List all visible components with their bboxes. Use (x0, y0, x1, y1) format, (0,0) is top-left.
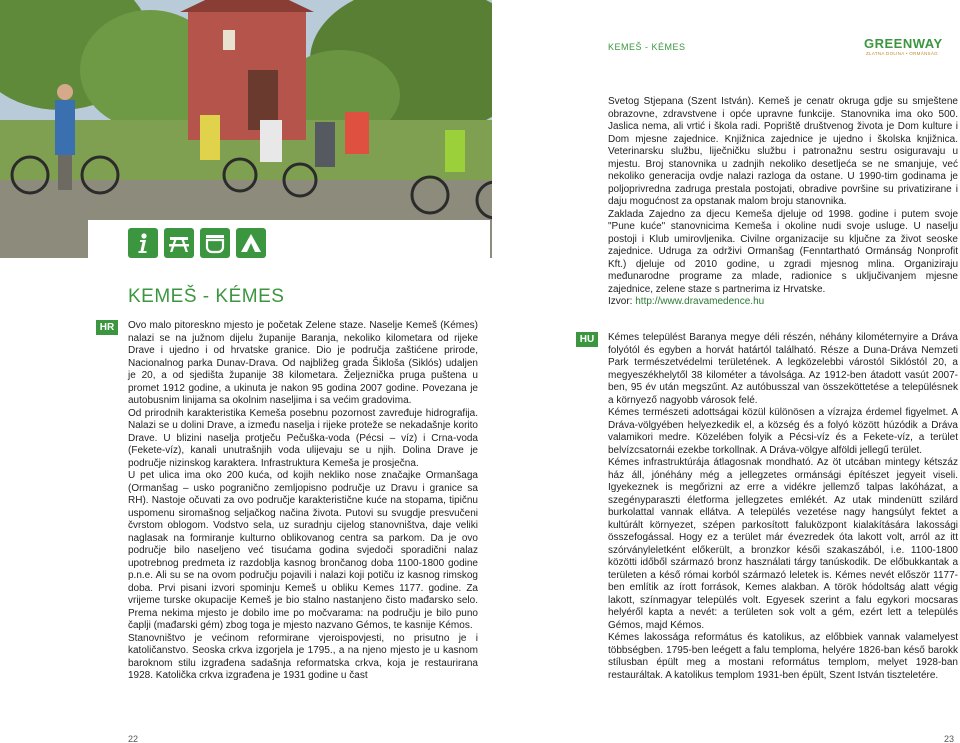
hr-paragraph: Svetog Stjepana (Szent István). Kemeš je cenatr okruga gdje su smještene obrazovne, zdravstvene i opće upravne funkcije. Stanovnika ima oko 500. Jaslica nema, ali vrtić i škola radi. Popriště društvenog života je Dom kulture i Dom mjesne zajednice. Knjižnica zajednice je ujedno i školska knjižnica. Veterinarsku službu, liječničku službu i patronažnu sestru osiguravaju u mjestu. Broj stanovnika u zadnjih nekoliko desetljeća se ne smanjuje, već nekoliko generacija ovdje nalazi razloga da ostane. U 1990-tim godinama je poljoprivredna zadruga prestala postojati, obradive površine su privatizirane i daju mogućnost za opstanak malom broju stanovnika. (608, 96, 958, 207)
page-number-right: 23 (944, 734, 955, 743)
page-number-left: 22 (128, 734, 139, 743)
logo-subtitle: ZLATNA DOLINA • ORMÁNSÁG (866, 51, 938, 56)
logo-wordmark: GREENWAY (864, 36, 943, 51)
hu-paragraph: Kémes természeti adottságai közül különösen a vízrajza érdemel figyelmet. A Dráva-völgyében helyezkedik el, a község és a folyó között húzódik a Dráva valamikori medre. Közelében folyik a Pécsi-víz és a Fekete-víz, a terület belvízcsatornái ezekbe torkollnak. A Dráva-völgye alföldi jellegű terület. (608, 407, 958, 456)
tent-icon (236, 228, 266, 258)
section-title: KEMEŠ - KÉMES (128, 286, 285, 307)
source-label: Izvor: (608, 296, 636, 307)
hr-continued-text-block (608, 96, 958, 309)
source-line (608, 296, 958, 309)
hr-language-badge: HR (96, 320, 118, 335)
info-icon (128, 228, 158, 258)
header-label: KEMEŠ - KÉMES (608, 42, 686, 52)
hr-paragraph: Od prirodnih karakteristika Kemeša posebnu pozornost zavređuje hidrografija. Nalazi se u dolini Drave, a između naselja i rijeke proteže se nekadašnje korito Drave. U blizini naselja protječu Pečuška-voda (Pécsi – víz) i Crna-voda (Fekete-víz), kanali unutrašnjih voda ulijevaju se u njih. Dolina Drave je područje nizinskog karaktera. Infrastruktura Kemeša je prosječna. (128, 407, 478, 469)
facility-icons (88, 220, 490, 262)
hr-paragraph: U pet ulica ima oko 200 kuća, od kojih nekliko nose značajke Ormanšaga (Ormanšag – usko pogranično zemljopisno područje uz Dravu i granice sa RH). Nastoje očuvati za ovo područje karakteristične kuće na stopama, tipičnu uspomenu siromašnog seljačkog načina života. Putovi su svugdje presvučeni čvrstom oblogom. Vodstvo sela, uz suradnju cijelog stanovništva, daje veliki naglasak na formiranje kulturno oblikovanog centra sa parkom. Da je ovo područje bilo naseljeno već tisućama godina svjedoči sporadični nalaz upotrebnog predmeta iz razdoblja kasnog brončanog doba 1100-1800 godine p.n.e. Ali su se na ovom području pojavili i nalazi koji potiču iz kasnog rimskog doba. Prvi pisani izvori spominju Kemeš u obliku Kemes 1177. godine. Za vrijeme turske okupacije Kemeš je bio stalno nastanjeno čisto mađarsko selo. Prema nekima mjesto je dobilo ime po močvarama: na području je bilo puno čaplji (mađarski gém) zbog toga je mjesto nazvano Gémos, te kasnije Kémos. (128, 470, 478, 631)
source-link[interactable]: http://www.dravamedence.hu (635, 296, 765, 307)
hr-paragraph: Stanovništvo je većinom reformirane vjeroispovjesti, no prisutno je i katoličanstvo. Seoska crkva izgorjela je 1795., a na njeno mjesto je u kasnom baroknom stilu izgrađena sadašnja reformatska crkva, koja je restaurirana 1928. Katolička crkva izgrađena je 1931 godine u čast (128, 632, 478, 681)
hu-paragraph: Kémes lakossága református és katolikus, az előbbiek vannak valamelyest többségben. 1795-ben leégett a falu temploma, helyére 1826-ban késő barokk stílusban épült meg a mostani református templom, melyet 1928-ban restauráltak. A katolikus templom 1931-ben épült, Szent István tiszteletére. (608, 632, 958, 681)
hu-paragraph: Kémes települést Baranya megye déli részén, néhány kilométernyire a Dráva folyótól és egyben a horvát határtól található. Része a Duna-Dráva Nemzeti Park természetvédelmi területének. A legközelebbi várostól Siklóstól 20, a megyeszékhelytől 38 kilométer a távolsága. Az 1912-ben átadott vasút 2007-ben, 95 év után megszűnt. Az autóbusszal van összeköttetése a településnek a környező nagyobb városok felé. (608, 332, 958, 406)
hu-paragraph: Kémes infrastruktúrája átlagosnak mondható. Az öt utcában mintegy kétszáz ház áll, jónéhány még a jellegzetes ormánsági építészet jegyeit viseli. Igyekeznek is megőrizni az erre a vidékre jellemző talpas lakóházat, a szegényparaszti életforma jellegzetes emlékét. Az utak mindenütt szilárd burkolattal vannak ellátva. A település vezetése nagy hangsúlyt fektet a kultúrált környezet, szépen parkosított faluközpont kialakítására lakossági összefogással. Hogy ez a terület már évezredek óta lakott volt, arról az itt szórványleletként előkerült, a bronzkor késői szakaszából, i.e. 1100-1800 közötti időből származó bronz használati tárgy tanúskodik. De előbukkantak a területen a késő római korból származó leletek is. Kémes nevét először 1177-ben említik az írott források, Kemes alakban. A török hódoltság alatt végig lakott, színmagyar település volt. Egyesek szerint a falu egykori mocsaras helyéről kapta a nevét: a területen sok volt a gém, ezért lett a település Gémos, majd Kémos. (608, 457, 958, 631)
hr-paragraph: Ovo malo pitoreskno mjesto je početak Zelene staze. Naselje Kemeš (Kémes) nalazi se na južnom dijelu županije Baranja, nekoliko kilometara od rijeke Drave i ujedno i od hrvatske granice. Dio je područja zaštićene prirode, Nacionalnog parka Dunav-Drava. Od najbližeg grada Šikloša (Siklós) udaljen je 20, a od sjedišta županije 38 kilometara. Željeznička pruga puštena u promet 1912 godine, a ukinuta je nakon 95 godina 2007 godine. Povezana je autobusnim linijama sa okolnim naseljima i sa većim gradovima. (128, 320, 478, 406)
greenway-logo (864, 36, 960, 62)
hu-language-badge: HU (576, 332, 598, 347)
hr-text-block (128, 320, 478, 683)
hr-paragraph: Zaklada Zajedno za djecu Kemeša djeluje od 1998. godine i putem svoje "Pune kuće" stanovnicima Kemeša i okoline nudi svoje usluge. U naselju postoji i Klub umirovljenika. Civilne organizacije su ključne za život seoske zajednice. Udruga za održivi Ormanšag (Fenntartható Ormánság Nonprofit Kft.) djeluje od 2010 godine, u zgradi mjesnog mlina. Organiziraju međunarodne programe za mlade, radionice s uključivanjem mjesne zajednice, zelene staze s partnerima iz Hrvatske. (608, 208, 958, 295)
pot-icon (200, 228, 230, 258)
hu-text-block (608, 332, 958, 682)
picnic-table-icon (164, 228, 194, 258)
